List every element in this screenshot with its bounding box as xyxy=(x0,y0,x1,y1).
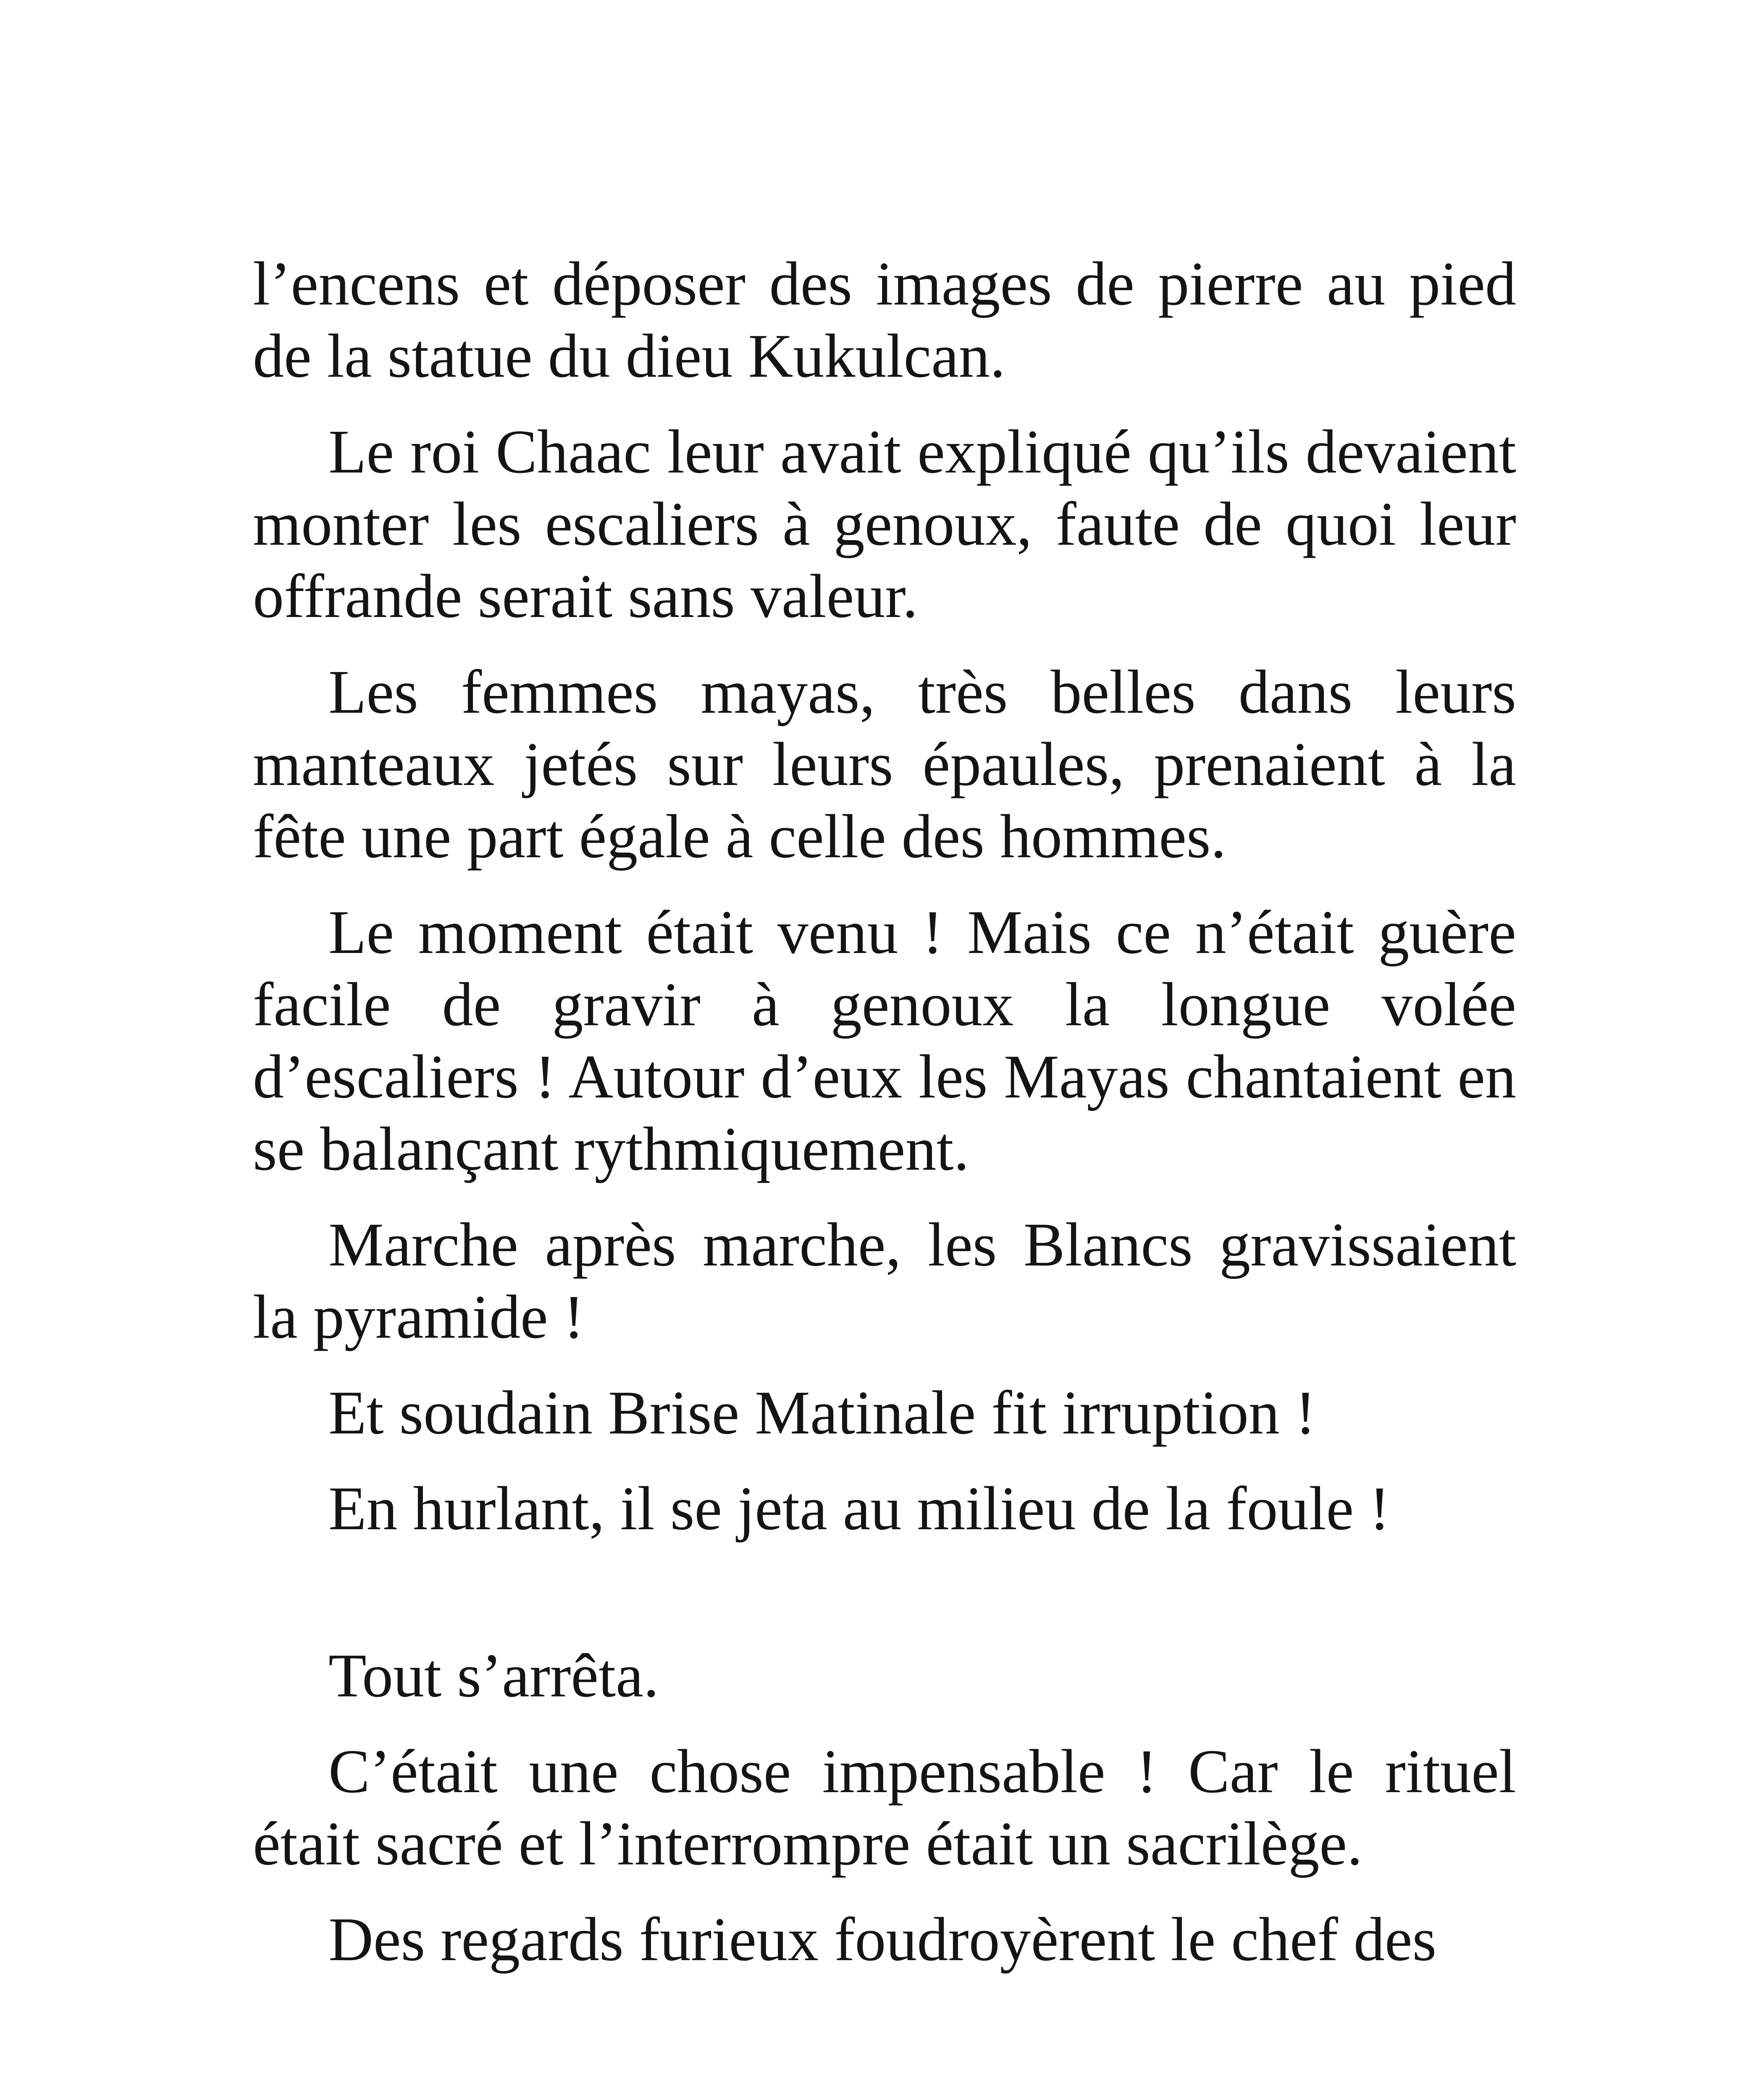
body-text xyxy=(253,248,1516,1999)
paragraph-continued: l’encens et déposer des images de pierre au pied de la statue du dieu Kukulcan. xyxy=(253,249,1516,391)
paragraph: Les femmes mayas, très belles dans leurs manteaux jetés sur leurs épaules, prenaient à la fête une part égale à celle des hommes. xyxy=(253,658,1516,871)
paragraph: En hurlant, il se jeta au milieu de la foule ! xyxy=(328,1474,1390,1543)
paragraph: Et soudain Brise Matinale fit irruption ! xyxy=(328,1378,1316,1447)
paragraph: Le roi Chaac leur avait expliqué qu’ils devaient monter les escaliers à genoux, faute de quoi leur offrande serait sans valeur. xyxy=(253,417,1516,631)
paragraph-last: Des regards furieux foudroyèrent le chef des xyxy=(328,1905,1437,1974)
paragraph: Marche après marche, les Blancs gravissaient la pyramide ! xyxy=(253,1210,1516,1352)
paragraph: C’était une chose impensable ! Car le rituel était sacré et l’interrompre était un sacrilège. xyxy=(253,1737,1516,1878)
paragraph: Tout s’arrêta. xyxy=(328,1641,659,1710)
paragraph: Le moment était venu ! Mais ce n’était guère facile de gravir à genoux la longue volée d’escaliers ! Autour d’eux les Mayas chantaient en se balançant rythmiquement. xyxy=(253,898,1516,1184)
